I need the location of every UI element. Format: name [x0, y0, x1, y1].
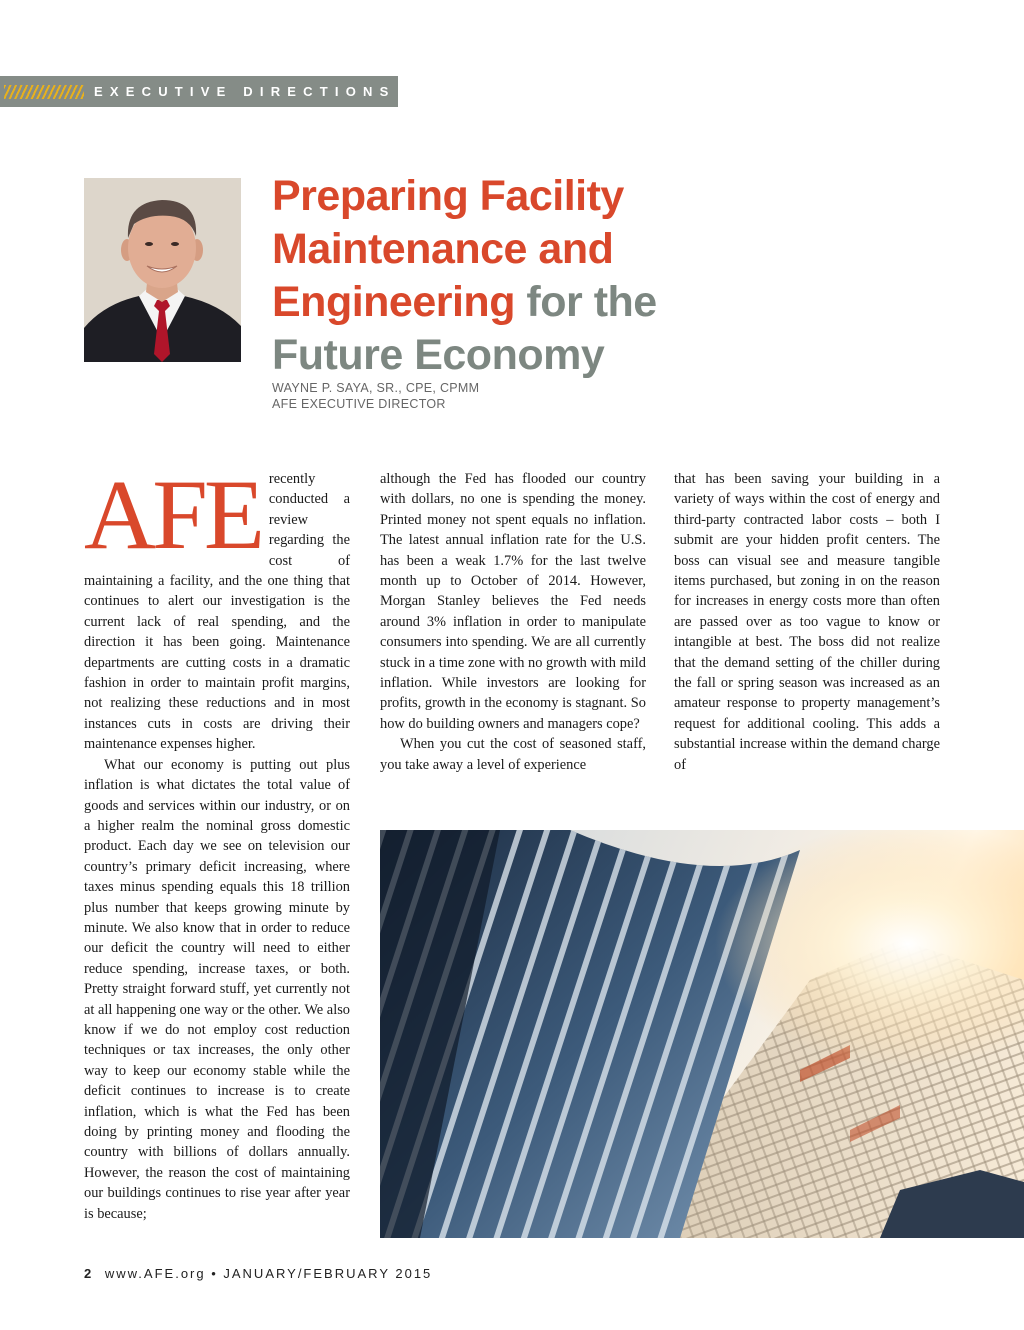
section-header-bar [0, 76, 398, 107]
article-column-3 [674, 469, 940, 775]
author-name: WAYNE P. SAYA, SR., CPE, CPMM [272, 381, 480, 395]
paragraph [84, 459, 350, 755]
skyscraper-photo [380, 830, 1024, 1238]
dropcap: AFE [84, 459, 261, 570]
author-portrait [84, 178, 241, 362]
author-photo-image [84, 178, 241, 362]
skyscraper-image [380, 830, 1024, 1238]
page-number: 2 [84, 1266, 92, 1281]
hatch-pattern-decoration [4, 85, 84, 99]
paragraph: What our economy is putting out plus inflation is what dictates the total value of goods and services within our industry, or on a higher realm the nominal gross domestic product. Each day we see on television our country’s primary deficit increasing, where taxes minus spending equals this 18 trillion plus number that keeps growing minute by minute. We also know that in order to reduce our deficit the country will need to either reduce spending, increase taxes, or both. Pretty straight forward stuff, yet currently not at all happening one way or the other. We also know if we do not employ cost reduction techniques or tax increases, the only other way to keep our economy stable while the deficit continues to increase is to create inflation, which is what the Fed has been doing by printing money and flooding the country with billions of dollars annually. However, the reason the cost of maintaining our buildings continues to rise year after year is because; [84, 756, 350, 1222]
byline [272, 380, 672, 412]
article-title-red: Preparing Facility Maintenance and Engineering [272, 172, 624, 326]
article-column-2 [380, 469, 646, 775]
article-title-gray: for the Future Economy [272, 278, 657, 379]
section-label: EXECUTIVE DIRECTIONS [94, 84, 396, 99]
paragraph-text: recently conducted a review regarding the cost of maintaining a facility, and the one thing that continues to alert our investigation is the current lack of real spending, and the direction it has been going. Maintenance departments are cutting costs in a dramatic fashion in order to maintain profit margins, not realizing these reductions and in most instances cuts in costs are driving their maintenance expenses higher. [84, 471, 350, 753]
paragraph: although the Fed has flooded our country with dollars, no one is spending the money. Printed money not spent equals no inflation. The latest annual inflation rate for the U.S. has been a weak 1.7% for the last twelve month up to October of 2014. However, Morgan Stanley believes the Fed needs around 3% inflation in order to manipulate consumers into spending. We are all currently stuck in a time zone with no growth with mild inflation. While investors are looking for profits, growth in the economy is stagnant. So how do building owners and managers cope? [380, 471, 646, 732]
footer-text: www.AFE.org • JANUARY/FEBRUARY 2015 [104, 1266, 433, 1281]
paragraph: that has been saving your building in a variety of ways within the cost of energy and third-party contracted labor costs – both I submit are your hidden profit centers. The boss can visual see and measure tangible items purchased, but zoning in on the reason for increases in energy costs more than often are passed over as too vague to know or intangible at best. The boss did not realize that the demand setting of the chiller during the fall or spring season was increased as an amateur response to property management’s request for additional cooling. This adds a substantial increase within the demand charge of [674, 471, 940, 773]
article-title [272, 170, 772, 382]
author-title: AFE EXECUTIVE DIRECTOR [272, 397, 446, 411]
article-column-1 [84, 459, 350, 1224]
page-footer [84, 1266, 432, 1281]
paragraph: When you cut the cost of seasoned staff, you take away a level of experience [380, 736, 646, 773]
